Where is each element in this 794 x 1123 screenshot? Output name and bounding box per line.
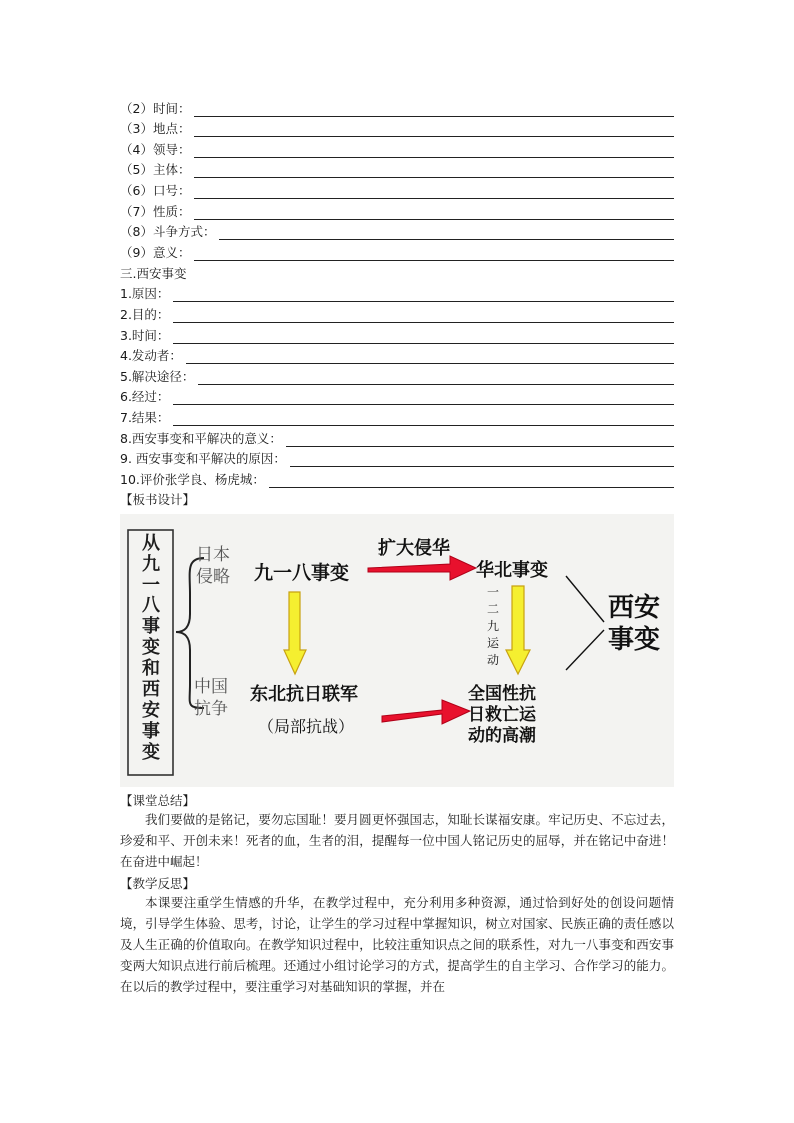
question-row	[120, 158, 674, 179]
summary-heading: 【课堂总结】	[120, 792, 196, 808]
side-title-char: 九	[142, 553, 160, 575]
question-row	[120, 385, 674, 406]
yierjiu-char: 动	[486, 652, 499, 667]
yierjiu-char: 一	[486, 584, 499, 599]
event-918: 九一八事变	[254, 561, 350, 584]
section-title-xian: 三.西安事变	[120, 265, 187, 281]
question-row	[120, 282, 674, 303]
answer-blank-line[interactable]	[286, 433, 674, 447]
question-row	[120, 323, 674, 344]
question-label: 2.目的：	[120, 306, 170, 322]
answer-blank-line[interactable]	[173, 309, 674, 323]
question-label: 4.发动者：	[120, 348, 182, 364]
yierjiu-char: 九	[486, 618, 499, 633]
question-label: （4）领导：	[120, 141, 191, 157]
question-row	[120, 344, 674, 365]
japan-label: 日本 侵略	[196, 544, 230, 587]
question-label: （3）地点：	[120, 121, 191, 137]
question-label: 6.经过：	[120, 389, 170, 405]
side-title-char: 西	[142, 679, 160, 701]
yierjiu-char: 二	[486, 601, 499, 616]
answer-blank-line[interactable]	[173, 391, 674, 405]
dongbei-army: 东北抗日联军	[250, 683, 358, 705]
line-gaochao-xian	[566, 630, 604, 670]
side-title-char: 变	[142, 741, 160, 763]
question-row	[120, 117, 674, 138]
question-row	[120, 220, 674, 241]
question-row	[120, 240, 674, 261]
question-label: 10.评价张学良、杨虎城：	[120, 471, 265, 487]
answer-blank-line[interactable]	[269, 474, 674, 488]
question-row	[120, 199, 674, 220]
question-label: 3.时间：	[120, 327, 170, 343]
question-row	[120, 137, 674, 158]
side-title-char: 八	[142, 595, 160, 617]
side-title-char: 事	[142, 720, 160, 742]
document-page	[120, 96, 674, 997]
answer-blank-line[interactable]	[194, 247, 674, 261]
answer-blank-line[interactable]	[194, 144, 674, 158]
side-title-char: 安	[142, 699, 160, 721]
question-row	[120, 405, 674, 426]
answer-blank-line[interactable]	[290, 453, 674, 467]
side-title-text	[130, 534, 172, 764]
answer-blank-line[interactable]	[173, 412, 674, 426]
answer-blank-line[interactable]	[194, 103, 674, 117]
answer-blank-line[interactable]	[173, 288, 674, 302]
arrow-down-yellow-right	[506, 586, 530, 674]
question-label: （5）主体：	[120, 162, 191, 178]
side-title-char: 事	[142, 616, 160, 638]
question-list-a	[120, 96, 674, 261]
question-row	[120, 302, 674, 323]
board-design-diagram	[120, 514, 674, 787]
question-label: 9. 西安事变和平解决的原因：	[120, 451, 286, 467]
question-label: 5.解决途径：	[120, 368, 195, 384]
summary-text: 我们要做的是铭记，要勿忘国耻！要月圆更怀强国志，知耻长谋福安康。牢记历史、不忘过去，珍爱和平、开创未来！死者的血，生者的泪，提醒每一位中国人铭记历史的屈辱，并在铭记中奋进！在奋进中崛起！	[120, 811, 674, 869]
local-war: （局部抗战）	[258, 716, 355, 736]
xian-event: 西安 事变	[608, 592, 661, 655]
reflection-text: 本课要注重学生情感的升华，在教学过程中，充分利用多种资源，通过恰到好处的创设问题情境，引导学生体验、思考，讨论，让学生的学习过程中掌握知识，树立对国家、民族正确的责任感以及人生正确的价值取向。在教学知识过程中，比较注重知识点之间的联系性，对九一八事变和西安事变两大知识点进行前后梳理。还通过小组讨论学习的方式，提高学生的自主学习、合作学习的能力。在以后的教学过程中，要注重学习对基础知识的掌握，并在	[120, 894, 674, 994]
question-row	[120, 96, 674, 117]
question-row	[120, 178, 674, 199]
question-row	[120, 447, 674, 468]
yierjiu-char: 运	[486, 635, 499, 650]
huabei-event: 华北事变	[476, 559, 548, 581]
line-huabei-xian	[566, 576, 604, 622]
side-title-char: 变	[142, 637, 160, 659]
reflection-heading: 【教学反思】	[120, 875, 196, 891]
question-label: 1.原因：	[120, 286, 170, 302]
arrow-down-yellow-left	[284, 592, 306, 674]
question-row	[120, 426, 674, 447]
question-label: （7）性质：	[120, 203, 191, 219]
question-list-b	[120, 282, 674, 488]
answer-blank-line[interactable]	[219, 226, 674, 240]
answer-blank-line[interactable]	[194, 206, 674, 220]
china-label: 中国 抗争	[194, 676, 228, 719]
answer-blank-line[interactable]	[194, 164, 674, 178]
national-movement-climax: 全国性抗 日救亡运 动的高潮	[468, 683, 536, 746]
expand-label: 扩大侵华	[378, 537, 450, 559]
question-row	[120, 364, 674, 385]
side-title-char: 一	[142, 574, 160, 596]
question-label: （6）口号：	[120, 182, 191, 198]
answer-blank-line[interactable]	[173, 330, 674, 344]
side-title-char: 和	[142, 658, 160, 680]
answer-blank-line[interactable]	[186, 350, 674, 364]
arrow-bottom-red	[382, 700, 470, 724]
side-title-char: 从	[142, 532, 160, 554]
answer-blank-line[interactable]	[198, 371, 674, 385]
board-heading: 【板书设计】	[120, 491, 196, 507]
question-label: 8.西安事变和平解决的意义：	[120, 430, 282, 446]
answer-blank-line[interactable]	[194, 185, 674, 199]
yierjiu-movement	[483, 584, 503, 669]
question-label: （8）斗争方式：	[120, 224, 216, 240]
question-row	[120, 467, 674, 488]
question-label: （2）时间：	[120, 100, 191, 116]
question-label: 7.结果：	[120, 409, 170, 425]
answer-blank-line[interactable]	[194, 123, 674, 137]
question-label: （9）意义：	[120, 244, 191, 260]
